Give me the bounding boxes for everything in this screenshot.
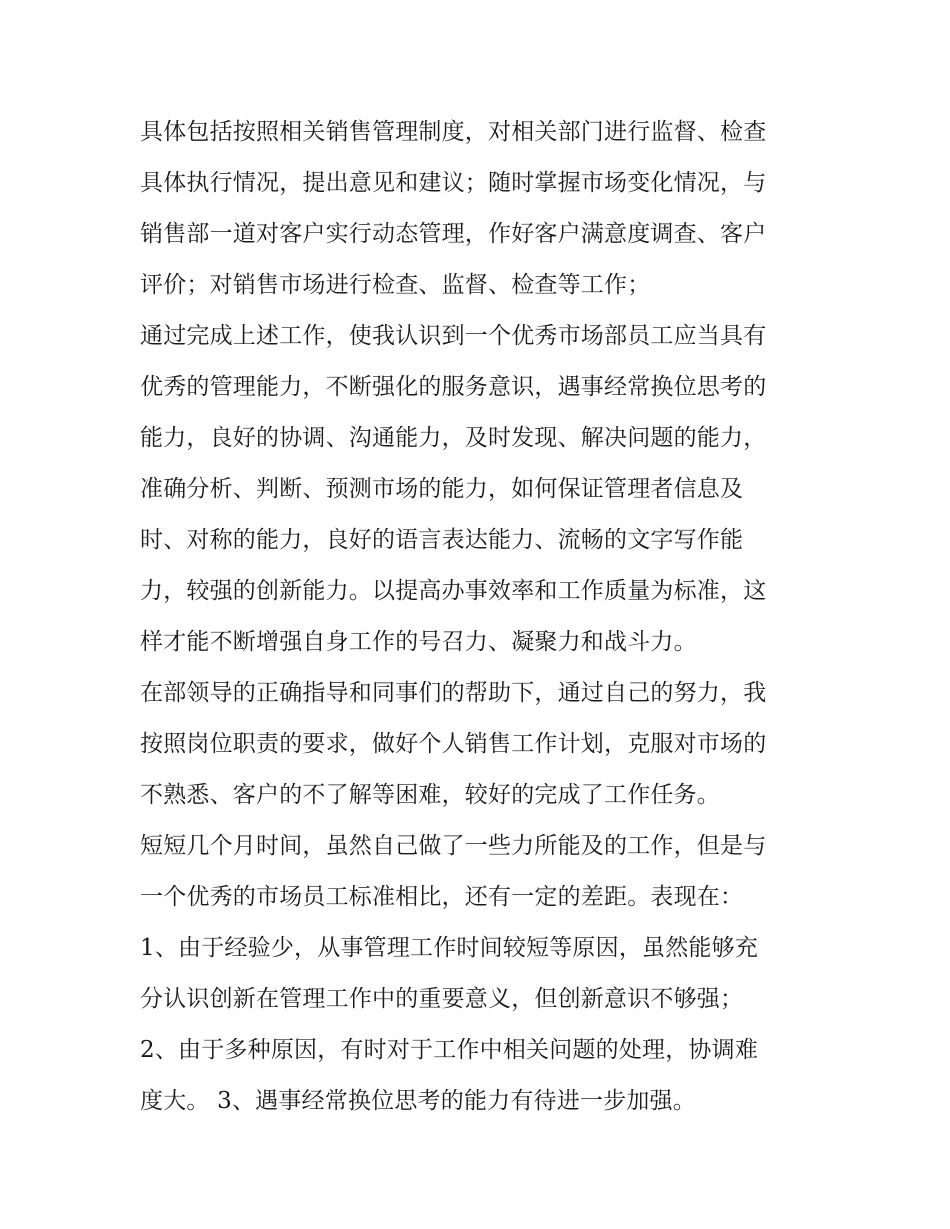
text-line: 力，较强的创新能力。以提高办事效率和工作质量为标准，这 [140,578,767,604]
text-line: 具体包括按照相关销售管理制度，对相关部门进行监督、检查 [140,119,767,145]
text-line: 样才能不断增强自身工作的号召力、凝聚力和战斗力。 [140,629,697,655]
text-line: 2、由于多种原因，有时对于工作中相关问题的处理，协调难 [140,1037,759,1063]
text-line: 评价；对销售市场进行检查、监督、检查等工作； [140,272,651,298]
text-line: 不熟悉、客户的不了解等困难，较好的完成了工作任务。 [140,782,720,808]
document-body [140,107,830,1127]
text-line: 短短几个月时间，虽然自己做了一些力所能及的工作，但是与 [140,833,767,859]
text-line: 销售部一道对客户实行动态管理，作好客户满意度调查、客户 [140,221,767,247]
text-line: 时、对称的能力，良好的语言表达能力、流畅的文字写作能 [140,527,744,553]
text-line: 具体执行情况，提出意见和建议；随时掌握市场变化情况，与 [140,170,767,196]
text-line: 分认识创新在管理工作中的重要意义，但创新意识不够强； [140,986,744,1012]
text-line: 通过完成上述工作，使我认识到一个优秀市场部员工应当具有 [140,323,767,349]
text-line: 能力，良好的协调、沟通能力，及时发现、解决问题的能力， [140,425,767,451]
text-line: 一个优秀的市场员工标准相比，还有一定的差距。表现在： [140,884,744,910]
text-line: 度大。 3、遇事经常换位思考的能力有待进一步加强。 [140,1088,696,1114]
text-line: 按照岗位职责的要求，做好个人销售工作计划，克服对市场的 [140,731,767,757]
text-line: 准确分析、判断、预测市场的能力，如何保证管理者信息及 [140,476,744,502]
text-line: 在部领导的正确指导和同事们的帮助下，通过自己的努力，我 [140,680,767,706]
text-line: 1、由于经验少，从事管理工作时间较短等原因，虽然能够充 [140,935,759,961]
text-line: 优秀的管理能力，不断强化的服务意识，遇事经常换位思考的 [140,374,767,400]
